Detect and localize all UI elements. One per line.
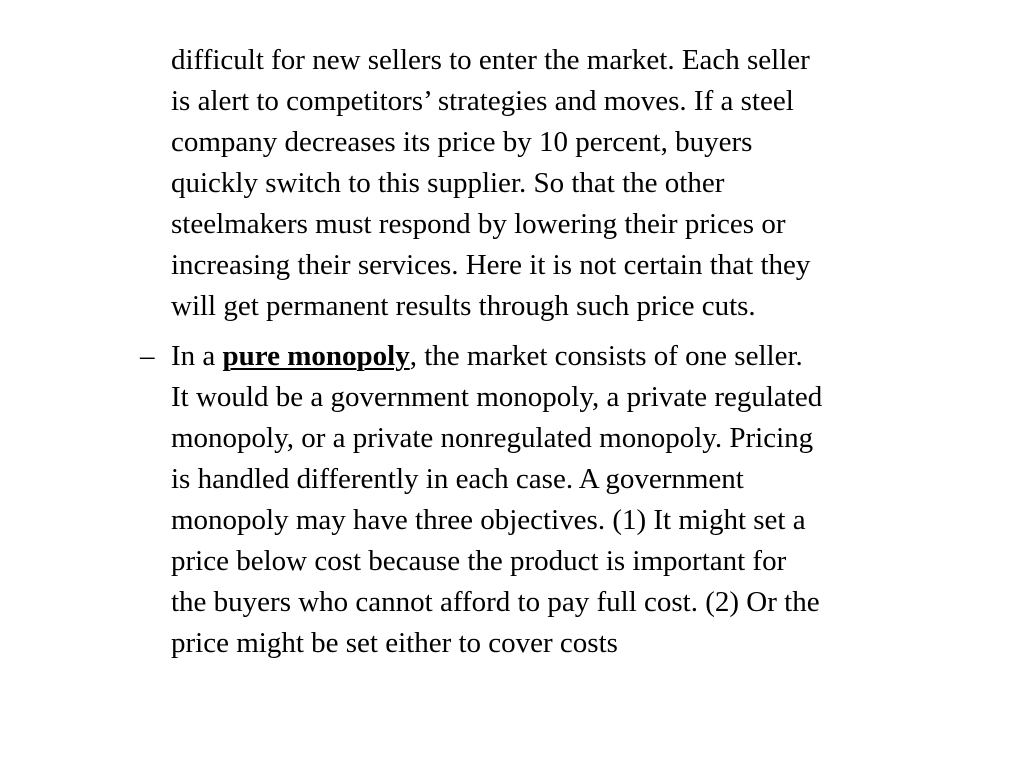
text-line: monopoly may have three objectives. (1) It might set a [171, 504, 806, 536]
text-line: difficult for new sellers to enter the market. Each seller [171, 44, 810, 76]
text-line: will get permanent results through such price cuts. [171, 290, 756, 322]
text-line: price below cost because the product is important for [171, 545, 787, 577]
bullet-dash: – [140, 340, 155, 372]
bullet-suffix: , the market consists of one seller. [409, 340, 803, 372]
text-line: steelmakers must respond by lowering their prices or [171, 208, 786, 240]
text-line: price might be set either to cover costs [171, 627, 618, 659]
text-line: increasing their services. Here it is not certain that they [171, 249, 811, 281]
continuation-paragraph [171, 40, 961, 327]
text-line: quickly switch to this supplier. So that the other [171, 167, 725, 199]
key-term-pure-monopoly: pure monopoly [222, 340, 410, 372]
text-line: monopoly, or a private nonregulated monopoly. Pricing [171, 422, 814, 454]
text-line: the buyers who cannot afford to pay full cost. (2) Or the [171, 586, 820, 618]
bullet-first-line [171, 336, 961, 377]
text-line: is handled differently in each case. A government [171, 463, 744, 495]
bullet-prefix: In a [171, 340, 223, 372]
text-line: It would be a government monopoly, a private regulated [171, 381, 823, 413]
pure-monopoly-bullet [171, 336, 961, 664]
text-line: is alert to competitors’ strategies and moves. If a steel [171, 85, 794, 117]
text-line: company decreases its price by 10 percent, buyers [171, 126, 753, 158]
